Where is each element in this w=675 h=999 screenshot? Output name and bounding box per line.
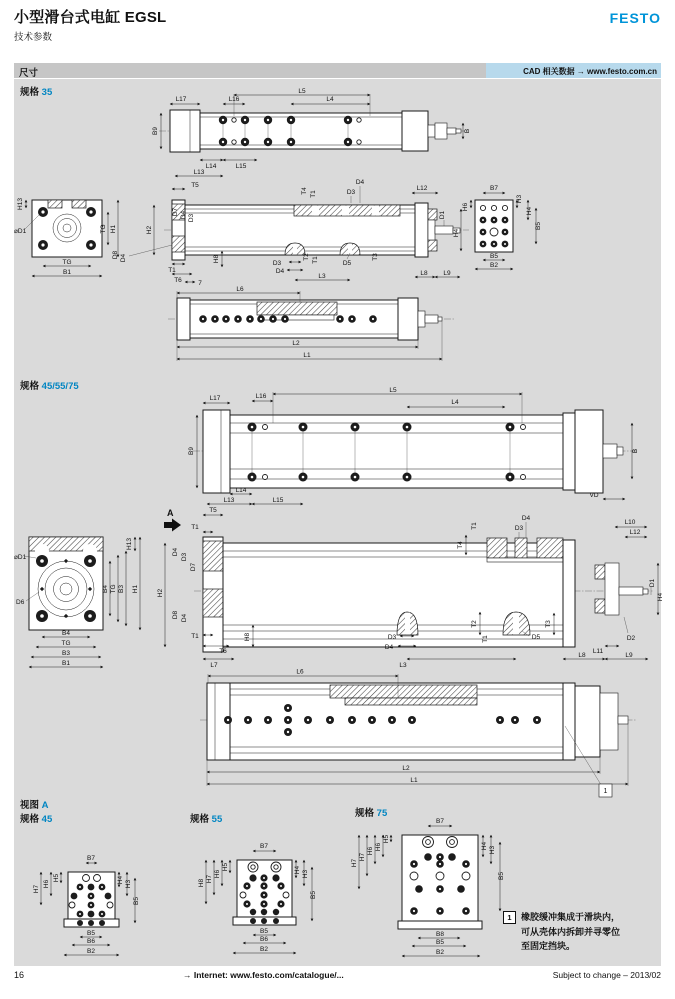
dim-label: T6	[219, 648, 227, 655]
dim-label: H7	[33, 884, 40, 894]
dim-label: TG	[100, 224, 107, 234]
dim-label: L1	[303, 352, 311, 359]
dim-label: D3	[346, 189, 356, 196]
dim-label: T1	[191, 633, 199, 640]
s455-side-body	[194, 537, 654, 652]
dim-label: L9	[443, 270, 451, 277]
section-bar	[14, 63, 661, 78]
dim-label: B5	[310, 891, 317, 899]
dim-label: B1	[63, 269, 71, 276]
dim-label: ⌀D1	[14, 228, 27, 235]
dim-label: H13	[126, 538, 133, 550]
footnote-ref: 1	[603, 788, 608, 795]
dim-label: D4	[180, 210, 187, 220]
dim-label: H2	[146, 225, 153, 235]
dim-label: L13	[223, 497, 235, 504]
dim-label: B	[632, 448, 639, 454]
dim-label: L16	[255, 393, 267, 400]
dim-label: B7	[260, 843, 268, 850]
page-number: 16	[14, 970, 25, 980]
page-title: 小型滑台式电缸 EGSL	[14, 9, 167, 26]
dim-label: L12	[629, 529, 641, 536]
dim-label: D1	[649, 578, 656, 588]
dim-label: H4	[294, 865, 301, 875]
dim-label: H3	[302, 869, 309, 879]
page-subtitle: 技术参数	[14, 32, 53, 43]
dim-label: L9	[625, 652, 633, 659]
dim-label: H1	[110, 224, 117, 234]
size455575-top-view	[185, 385, 645, 510]
section-bar-title: 尺寸	[19, 68, 39, 79]
dim-label: L8	[420, 270, 428, 277]
dim-label: T1	[168, 267, 176, 274]
dim-label: H4	[526, 206, 533, 216]
dim-label: H5	[383, 834, 390, 844]
size455575-heading: 规格 45/55/75	[20, 381, 79, 392]
dim-label: B6	[260, 936, 268, 943]
dim-label: B5	[260, 928, 268, 935]
dim-label: L4	[326, 96, 334, 103]
dim-label: D3	[514, 525, 524, 532]
dim-label: L14	[205, 163, 217, 170]
size35-heading: 规格 35	[20, 87, 53, 98]
size455575-front-view	[14, 505, 664, 673]
s455-bottom-body	[200, 683, 637, 760]
dim-label: B9	[188, 447, 195, 455]
dim-label: B7	[87, 855, 95, 862]
dim-label: L11	[592, 648, 604, 655]
dim-label: T2	[303, 253, 310, 261]
dim-label: H6	[214, 869, 221, 879]
dim-label: T3	[545, 620, 552, 628]
dim-label: D7	[172, 207, 179, 217]
change-note: Subject to change – 2013/02	[552, 970, 661, 980]
dim-label: L5	[298, 88, 306, 95]
dim-label: D4	[172, 547, 179, 557]
dim-label: H1	[132, 584, 139, 594]
dim-label: T1	[471, 522, 478, 530]
dim-label: L5	[389, 387, 397, 394]
dim-label: B1	[62, 660, 70, 667]
dim-label: B2	[260, 946, 268, 953]
dim-label: B	[464, 128, 471, 134]
dim-label: B5	[490, 253, 498, 260]
dim-label: L15	[272, 497, 284, 504]
dim-label: D1	[439, 210, 446, 220]
dim-label: L3	[318, 273, 326, 280]
s455-top-body	[193, 410, 637, 493]
size35-rear-plate	[462, 185, 542, 269]
dim-label: L2	[292, 340, 300, 347]
dim-label: D4	[275, 268, 285, 275]
dim-label: T4	[457, 541, 464, 549]
dim-label: T1	[482, 635, 489, 643]
dim-label: T1	[312, 256, 319, 264]
dim-label: B8	[436, 931, 444, 938]
dim-label: VD	[589, 492, 599, 499]
dim-label: L17	[175, 96, 187, 103]
dim-label: L15	[235, 163, 247, 170]
dim-label: T3	[372, 253, 379, 261]
dim-label: T4	[301, 187, 308, 195]
dim-label: T5	[191, 182, 199, 189]
dim-label: H6	[43, 879, 50, 889]
dim-label: H3	[489, 845, 496, 855]
size35-bottom-view	[160, 285, 480, 370]
dim-label: D4	[181, 613, 188, 623]
footnote-line: 可从壳体内拆卸并寻零位	[521, 926, 621, 937]
dim-label: H8	[244, 632, 251, 642]
size35-front-view	[14, 175, 659, 287]
dim-label: H8	[213, 254, 220, 264]
dim-label: D8	[112, 250, 119, 260]
dim-label: D4	[521, 515, 531, 522]
dim-label: H3	[516, 194, 523, 204]
dim-label: D3	[387, 634, 397, 641]
dim-label: L2	[402, 765, 410, 772]
dim-label: B5	[133, 897, 140, 905]
dim-label: A	[167, 508, 174, 518]
dim-label: 7	[198, 280, 202, 287]
dim-label: H4	[481, 841, 488, 851]
dim-label: B4	[102, 585, 109, 593]
d75-body	[398, 835, 482, 929]
dim-label: H7	[206, 874, 213, 884]
dim-label: B2	[87, 948, 95, 955]
dim-label: D4	[355, 179, 365, 186]
dim-label: D3	[188, 213, 195, 223]
dim-label: TG	[62, 259, 72, 266]
dim-label: L17	[209, 395, 221, 402]
dim-label: L8	[578, 652, 586, 659]
dim-label: L13	[193, 169, 205, 176]
dim-label: D3	[272, 260, 282, 267]
dim-label: B5	[87, 930, 95, 937]
dim-label: ⌀D1	[14, 554, 27, 561]
view-a-size45	[28, 833, 178, 968]
size55-heading: 规格 55	[190, 814, 223, 825]
dim-label: D5	[531, 634, 541, 641]
view-a-size55	[183, 833, 338, 968]
internet-link[interactable]: → Internet: www.festo.com/catalogue/...	[183, 970, 344, 980]
dim-label: D6	[16, 599, 25, 606]
dim-label: H5	[222, 862, 229, 872]
dim-label: B2	[436, 949, 444, 956]
cad-link-text[interactable]: CAD 相关数据 → www.festo.com.cn	[523, 66, 657, 76]
dim-label: L10	[624, 519, 636, 526]
dim-label: H7	[351, 858, 358, 868]
dim-label: H13	[17, 198, 24, 210]
view-a-size75	[348, 816, 523, 966]
view-a-heading: 视图 A	[20, 800, 49, 811]
dim-label: L6	[236, 286, 244, 293]
dim-label: T1	[191, 524, 199, 531]
footnote	[503, 910, 668, 954]
dim-label: T1	[310, 190, 317, 198]
dim-label: H4	[453, 228, 460, 238]
s455-end-view	[14, 537, 140, 667]
dim-label: TG	[61, 640, 71, 647]
dim-label: L12	[416, 185, 428, 192]
dim-label: B5	[436, 939, 444, 946]
cad-link-segment[interactable]	[486, 63, 661, 78]
dim-label: L16	[228, 96, 240, 103]
view-a-arrow	[164, 508, 181, 532]
dim-label: H6	[462, 202, 469, 212]
footnote-line: 至固定挡块。	[521, 941, 576, 951]
size45-heading: 规格 45	[20, 814, 53, 825]
dim-label: B2	[490, 262, 498, 269]
dim-label: L6	[296, 668, 304, 676]
dim-label: B3	[62, 650, 70, 657]
dim-label: D5	[342, 260, 352, 267]
size35-top-view	[145, 86, 475, 188]
size35-top-body	[159, 110, 469, 152]
dim-label: TG	[110, 584, 117, 594]
dim-label: T5	[209, 507, 217, 514]
footnote-line: 橡胶缓冲集成于滑块内，	[521, 912, 621, 922]
festo-logo: FESTO	[609, 10, 661, 26]
dim-label: T2	[471, 620, 478, 628]
size35-bottom-body	[168, 298, 455, 340]
dim-label: B6	[87, 938, 95, 945]
dim-label: L4	[451, 399, 459, 406]
dim-label: D4	[120, 253, 127, 263]
dim-label: D7	[190, 562, 197, 572]
dim-label: B3	[118, 585, 125, 593]
dim-label: H6	[367, 846, 374, 856]
dim-label: B7	[436, 818, 444, 825]
dim-label: B9	[152, 127, 159, 135]
dim-label: H4	[657, 592, 664, 602]
dim-label: D3	[181, 552, 188, 562]
dim-label: H4	[117, 875, 124, 885]
dim-label: B5	[498, 872, 505, 880]
dim-label: L3	[399, 662, 407, 669]
dim-label: H6	[375, 842, 382, 852]
size35-end-view	[14, 198, 118, 276]
dim-label: H5	[53, 873, 60, 883]
size35-side-body	[164, 200, 469, 260]
dim-label: H2	[157, 588, 164, 598]
dim-label: B5	[535, 222, 542, 230]
d45-body	[64, 872, 119, 927]
dim-label: L14	[235, 487, 247, 494]
dim-label: H8	[198, 878, 205, 888]
dim-label: L1	[410, 777, 418, 784]
size75-heading: 规格 75	[355, 808, 388, 819]
dim-label: B7	[490, 185, 498, 192]
dim-label: H7	[359, 852, 366, 862]
dim-label: D2	[626, 635, 636, 642]
dim-label: L7	[210, 662, 218, 669]
d55-body	[233, 860, 296, 925]
dim-label: H3	[125, 879, 132, 889]
dim-label: T6	[174, 277, 182, 284]
dim-label: D4	[384, 644, 394, 651]
dim-label: D8	[172, 610, 179, 620]
footnote-marker: 1	[503, 911, 516, 924]
size455575-bottom-view	[195, 668, 645, 798]
dim-label: B4	[62, 630, 70, 637]
